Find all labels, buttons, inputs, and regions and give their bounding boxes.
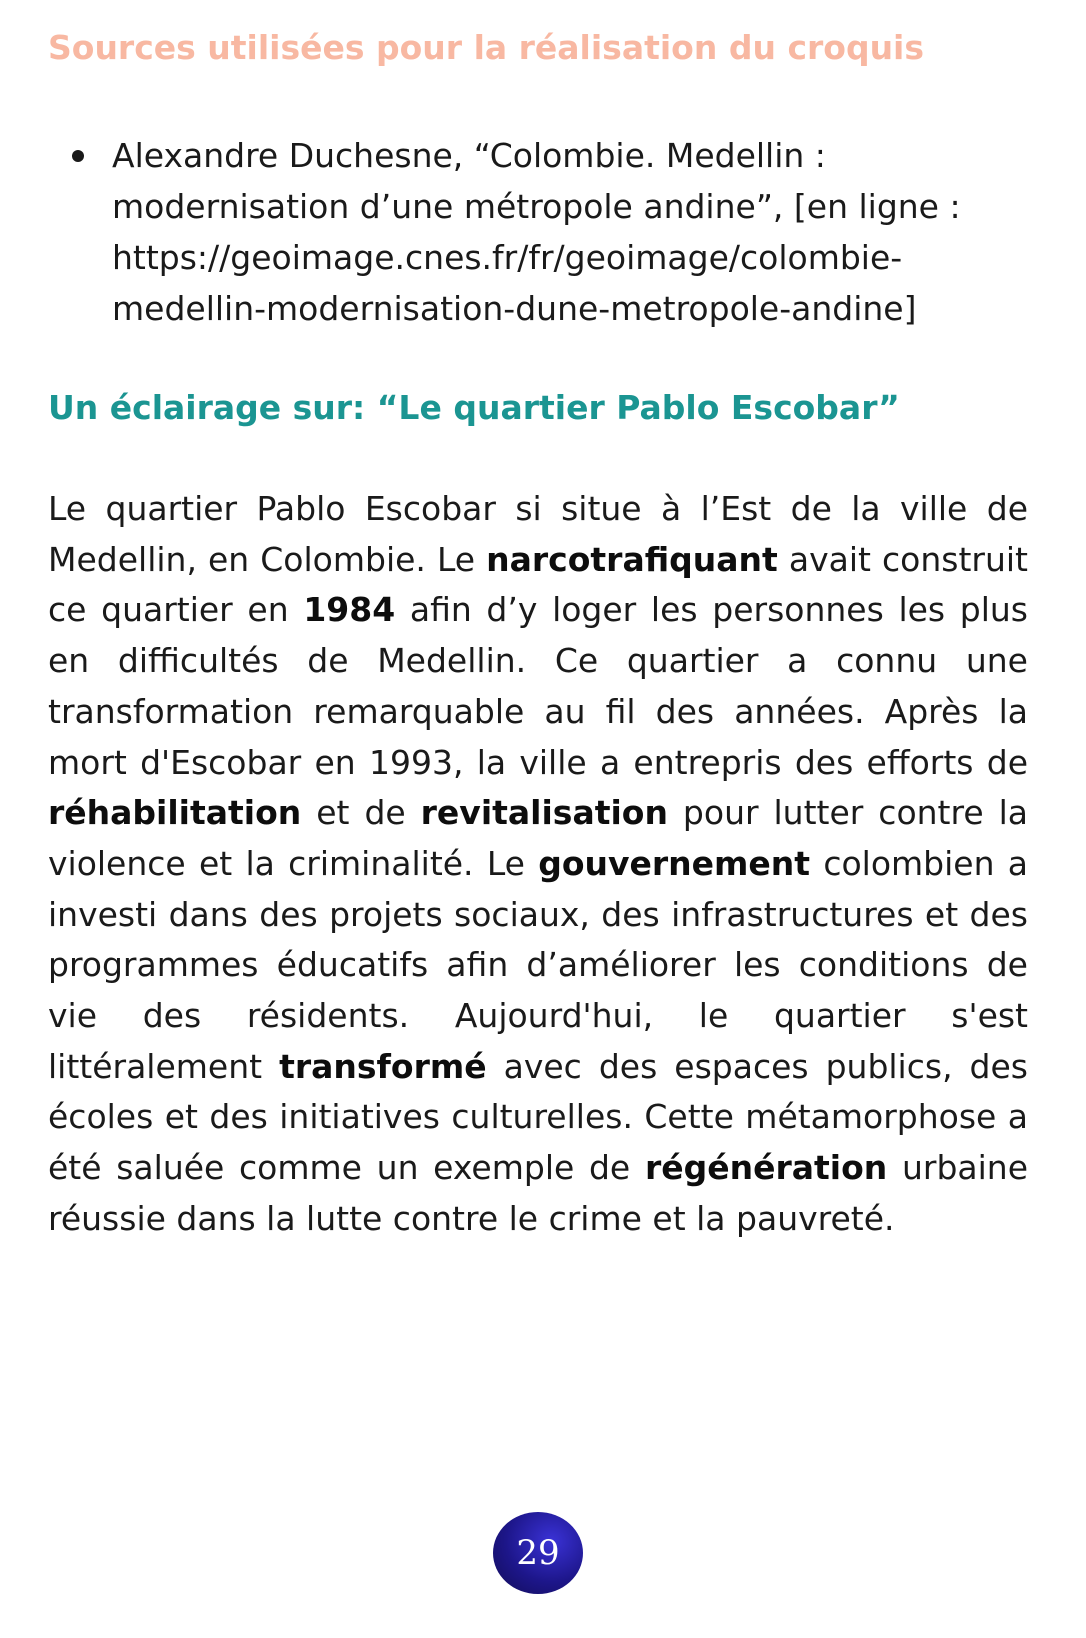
keyword-transforme: transformé	[279, 1046, 487, 1086]
paragraph-text-7: avec des espaces publics, des écoles et des initiatives culturelles. Cette métamorphose a été saluée comme un exemple de	[48, 1046, 1028, 1188]
source-line-2: modernisation d’une métropole andine”, [en ligne :	[112, 187, 961, 226]
paragraph-text-8: urbaine réussie dans la lutte contre le crime et la pauvreté.	[48, 1148, 1028, 1238]
paragraph-text-1: Le quartier Pablo Escobar si situe à l’Est de la ville de Medellin, en Colombie. Le	[48, 489, 1028, 579]
source-line-1: Alexandre Duchesne, “Colombie. Medellin :	[112, 136, 826, 175]
source-item	[48, 130, 1038, 334]
paragraph-text-6: colombien a investi dans des projets sociaux, des infrastructures et des programmes éducatifs afin d’améliorer les conditions de vie des résidents. Aujourd'hui, le quartier s'est littéralement	[48, 843, 1029, 1086]
sources-heading: Sources utilisées pour la réalisation du croquis	[48, 28, 925, 67]
paragraph-text-4: et de	[301, 793, 421, 833]
keyword-revitalisation: revitalisation	[420, 793, 668, 833]
source-url-line-2: medellin-modernisation-dune-metropole-andine]	[112, 289, 917, 328]
keyword-gouvernement: gouvernement	[538, 843, 811, 883]
page-number-badge: 29	[493, 1512, 583, 1594]
keyword-rehabilitation: réhabilitation	[48, 793, 302, 833]
source-list	[48, 130, 1038, 334]
source-url-line-1: https://geoimage.cnes.fr/fr/geoimage/colombie-	[112, 238, 903, 277]
paragraph-text-3: afin d’y loger les personnes les plus en difficultés de Medellin. Ce quartier a connu une transformation remarquable au fil des années. Après la mort d'Escobar en 1993, la ville a entrepris des efforts de	[48, 590, 1029, 782]
focus-paragraph	[48, 484, 1028, 1245]
keyword-regeneration: régénération	[644, 1148, 888, 1188]
paragraph-text-5: pour lutter contre la violence et la criminalité. Le	[48, 793, 1028, 883]
keyword-year: 1984	[303, 590, 396, 630]
paragraph-text-2: avait construit ce quartier en	[48, 539, 1028, 630]
focus-heading: Un éclairage sur: “Le quartier Pablo Escobar”	[48, 388, 900, 427]
bullet-dot-icon	[72, 150, 84, 162]
keyword-narcotrafiquant: narcotrafiquant	[486, 539, 778, 579]
